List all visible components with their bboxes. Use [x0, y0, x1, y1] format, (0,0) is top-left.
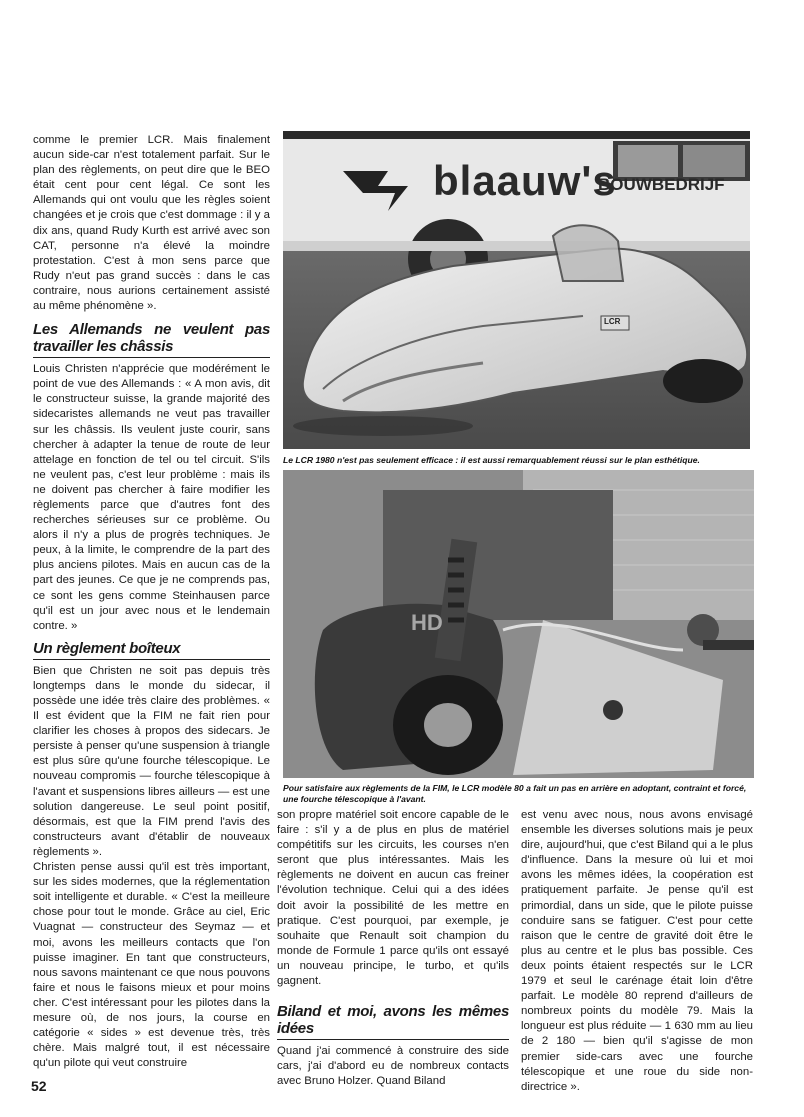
- photo-caption: Le LCR 1980 n'est pas seulement efficace : il est aussi remarquablement réussi sur le plan esthétique.: [283, 455, 700, 465]
- section-heading: Les Allemands ne veulent pas travailler les châssis: [33, 321, 270, 358]
- paragraph: Christen pense aussi qu'il est très important, sur les sides modernes, que la réglementation soit intelligente et durable. « C'est la meilleure chose pour tout le monde. Grâce au ciel, Eric Vuagnat — constructeur des Seymaz — et moi, avons les meilleurs contacts que l'on puisse imaginer. En tant que constructeurs, nous savons maintenant ce que nous pouvons faire et nous le faisons mieux et pour moins cher. C'est intéressant pour les pilotes dans la mesure où, de nos jours, la course en catégorie « sides » est devenue très, très chère. Mais malgré tout, il est nécessaire qu'un pilote qui veut construire: [33, 861, 270, 1070]
- fork-photo-illustration: [283, 470, 754, 778]
- photo-front-fork: [283, 470, 754, 778]
- paragraph: est venu avec nous, nous avons envisagé ensemble les diverses solutions mais je peux dire, aujourd'hui, que c'est Biland qui a le plus d'influence. Dans la mesure où lui et moi avons les mêmes idées, la coopération est pratiquement parfaite. Je pense qu'il est primordial, dans un side, que le pilote puisse conduire sans se fatiguer. C'est pour cette raison que le centre de gravité doit être le plus au centre et le plus bas possible. Ces deux points étaient respectés sur le LCR 1979 et seul le carénage était loin d'être parfait. Le modèle 80 reprend d'ailleurs de nombreux points du modèle 79. Mais la longueur est plus réduite — 1 630 mm au lieu de 2 180 — bien qu'il s'agisse de mon premier side-cars avec une fourche télescopique et une roue du side non-directrice ».: [521, 809, 753, 1093]
- paragraph: Louis Christen n'apprécie que modérément le point de vue des Allemands : « A mon avis, dit le constructeur suisse, la grande majorité des sidecaristes allemands ne veut pas travailler sur les châssis. Ils veulent juste courir, sans chercher à adapter la tenue de route de leur attelage en fonction de tel ou tel circuit. S'ils ne veulent pas, c'est leur problème : mais ils ne doivent pas chercher à faire modifier les règlements parce que d'autres font des recherches sérieuses sur ce problème. Ou alors il n'y a plus de progrès techniques. Je peux, à la limite, le comprendre de la part des plus anciens pilotes. Mais en aucun cas de la part des jeunes. Ce que je ne comprends pas, ce sont les gens comme Steinhausen parce qu'il est un jour avec nous et le lendemain contre. »: [33, 363, 270, 632]
- page-number: 52: [31, 1078, 47, 1094]
- section-heading: Un règlement boîteux: [33, 640, 270, 660]
- watermark-logo: HD: [411, 610, 443, 635]
- sidecar-badge: LCR: [604, 317, 621, 326]
- column-3: [521, 808, 753, 1095]
- paragraph: comme le premier LCR. Mais finalement aucun side-car n'est totalement parfait. Sur le plan des règlements, on peut dire que le BEO était cent pour cent légal. Ce sont les Allemands qui ont voulu que les règles soient changées et je crois que c'est dommage : il y a dix ans, quand Rudy Kurth est arrivé avec son CAT, personne n'a élevé la moindre protestation. C'est à mon sens parce que Rudy n'eut pas grand succès : dans le cas contraire, nous aurions certainement assisté au même phénomène ».: [33, 134, 270, 313]
- column-2: [277, 808, 509, 1089]
- photo-caption: Pour satisfaire aux règlements de la FIM, le LCR modèle 80 a fait un pas en arrière en adoptant, contraint et forcé, une fourche télescopique à l'avant.: [283, 783, 747, 804]
- column-1: [33, 133, 270, 1071]
- van-sign-text: blaauw's: [433, 157, 617, 204]
- van-sign-subtext: BOUWBEDRIJF: [598, 175, 725, 194]
- photo-lcr-1980: [283, 131, 750, 449]
- paragraph: son propre matériel soit encore capable de le faire : s'il y a de plus en plus de matériel compétitifs sur les circuits, les courses n'en seront que plus intéressantes. Mais les règlements ne doivent en aucun cas freiner l'évolution technique. Celui qui a des idées doit avoir la possibilité de les mettre en pratique. C'est pourquoi, par exemple, je souhaite que Renault soit champion du monde de Formule 1 parce qu'ils ont essayé un nouveau principe, le turbo, et qu'ils gagnent.: [277, 809, 509, 988]
- paragraph: Bien que Christen ne soit pas depuis très longtemps dans le monde du sidecar, il possède une idée très claire des problèmes. « Il est évident que la FIM ne fait rien pour clarifier les choses à propos des sidecars. Je persiste à penser qu'une suspension à triangle est plus sûre qu'une fourche télescopique. Le nouveau compromis — fourche télescopique à l'avant et suspensions libres ailleurs — est une solution dangereuse. Le seul point positif, désormais, est que la FIM prend l'avis des constructeurs avant d'établir de nouveaux règlements ».: [33, 664, 270, 858]
- section-heading: Biland et moi, avons les mêmes idées: [277, 1003, 509, 1040]
- paragraph: Quand j'ai commencé à construire des side cars, j'ai d'abord eu de nombreux contacts avec Bruno Holzer. Quand Biland: [277, 1045, 509, 1088]
